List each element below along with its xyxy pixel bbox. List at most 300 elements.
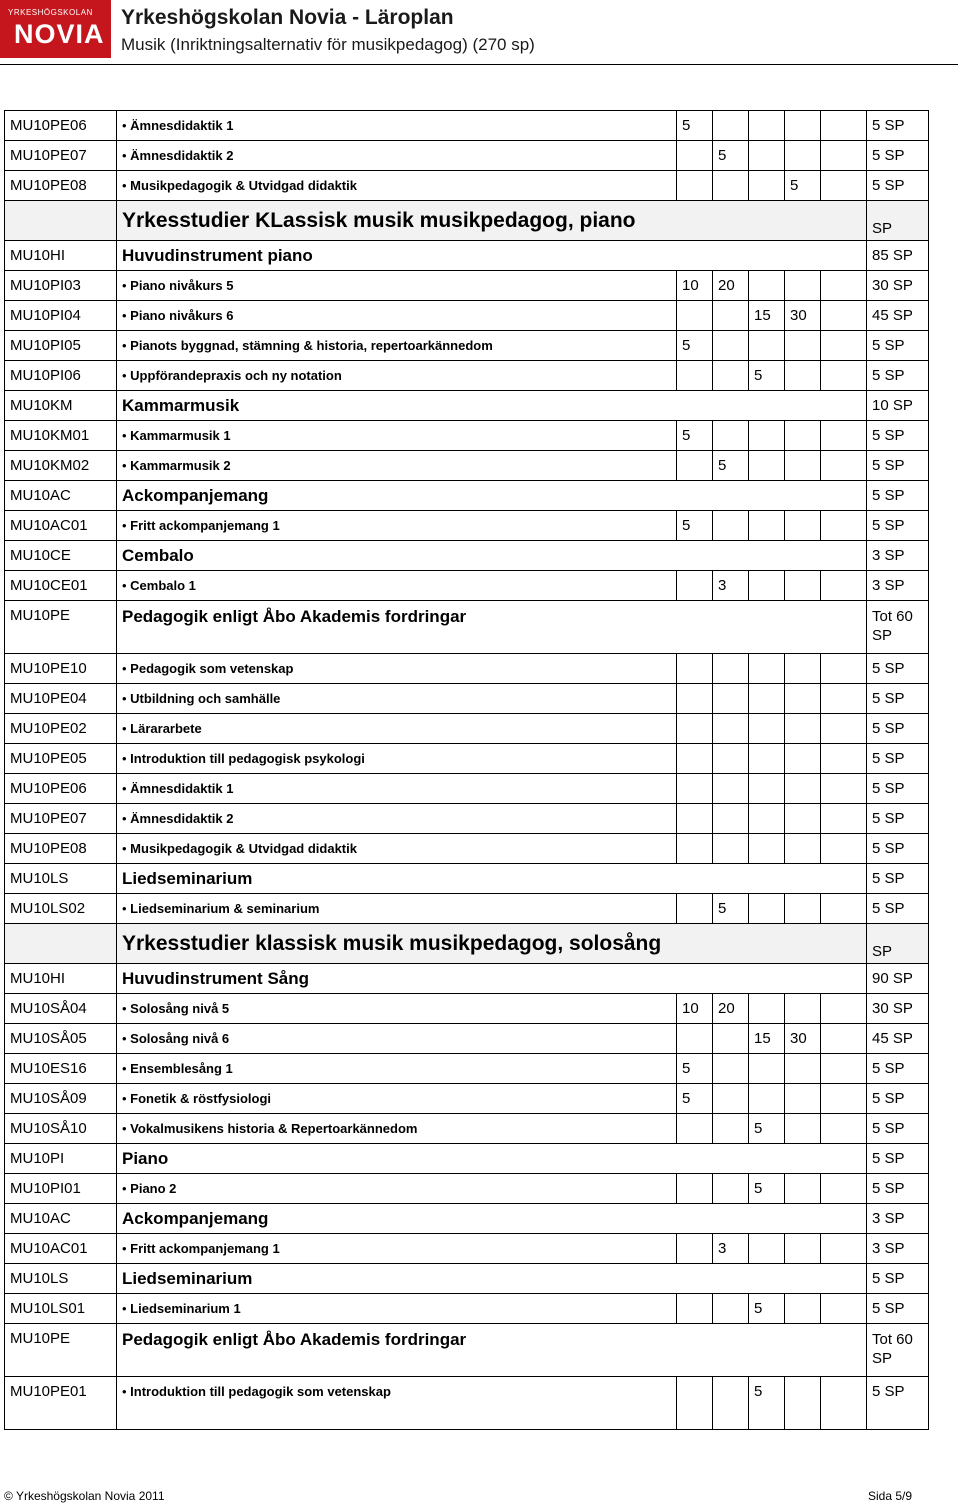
course-name-text: Liedseminarium & seminarium [130, 901, 320, 916]
period-credits [785, 111, 821, 141]
period-credits [785, 1377, 821, 1430]
module-name-text: Pedagogik enligt Åbo Akademis fordringar [122, 607, 467, 626]
course-name [117, 1054, 677, 1084]
course-name-text: Solosång nivå 6 [130, 1031, 230, 1046]
bullet-icon: • [122, 1121, 131, 1136]
course-code: MU10AC [5, 481, 117, 511]
period-credits [713, 421, 749, 451]
course-name-text: Uppförandepraxis och ny notation [130, 368, 342, 383]
course-name-text: Ämnesdidaktik 1 [130, 781, 234, 796]
bullet-icon: • [122, 1031, 131, 1046]
period-credits: 5 [785, 171, 821, 201]
bullet-icon: • [122, 308, 131, 323]
course-row [5, 1234, 929, 1264]
credits-total: 30 SP [867, 994, 929, 1024]
course-name [117, 271, 677, 301]
course-code [5, 924, 117, 964]
period-credits [785, 1294, 821, 1324]
module-name [117, 1264, 867, 1294]
period-credits [713, 361, 749, 391]
credits-total: 5 SP [867, 894, 929, 924]
period-credits [713, 111, 749, 141]
course-row [5, 654, 929, 684]
bullet-icon: • [122, 1061, 131, 1076]
module-name-text: Ackompanjemang [122, 1208, 269, 1228]
course-name [117, 571, 677, 601]
bullet-icon: • [122, 901, 131, 916]
module-name-text: Huvudinstrument piano [122, 245, 313, 265]
period-credits [785, 1054, 821, 1084]
period-credits [821, 451, 867, 481]
period-credits: 5 [749, 1294, 785, 1324]
period-credits: 10 [677, 994, 713, 1024]
period-credits [821, 1234, 867, 1264]
period-credits [677, 171, 713, 201]
course-row [5, 1024, 929, 1054]
section-title-text: Yrkesstudier klassisk musik musikpedagog, solosång [122, 931, 662, 955]
period-credits [821, 171, 867, 201]
period-credits [677, 1114, 713, 1144]
period-credits [749, 744, 785, 774]
period-credits [749, 111, 785, 141]
bullet-icon: • [122, 751, 131, 766]
module-name-text: Ackompanjemang [122, 485, 269, 505]
course-row [5, 1294, 929, 1324]
page-title: Yrkeshögskolan Novia - Läroplan [121, 6, 454, 29]
logo-big-text: NOVIA [14, 19, 105, 49]
course-row [5, 684, 929, 714]
period-credits [677, 1294, 713, 1324]
period-credits [821, 684, 867, 714]
credits-total: 5 SP [867, 451, 929, 481]
period-credits: 3 [713, 571, 749, 601]
course-code: MU10PE08 [5, 171, 117, 201]
course-row [5, 141, 929, 171]
period-credits [749, 994, 785, 1024]
bullet-icon: • [122, 178, 131, 193]
period-credits [713, 511, 749, 541]
course-name-text: Solosång nivå 5 [130, 1001, 230, 1016]
period-credits [677, 684, 713, 714]
credits-total: 3 SP [867, 1204, 929, 1234]
course-row [5, 171, 929, 201]
period-credits: 15 [749, 1024, 785, 1054]
period-credits [785, 1174, 821, 1204]
period-credits [821, 744, 867, 774]
bullet-icon: • [122, 368, 131, 383]
period-credits [785, 361, 821, 391]
course-code: MU10ES16 [5, 1054, 117, 1084]
period-credits: 5 [677, 511, 713, 541]
bullet-icon: • [122, 338, 131, 353]
credits-total: 5 SP [867, 1144, 929, 1174]
course-name [117, 714, 677, 744]
novia-logo [0, 0, 111, 58]
course-name-text: Kammarmusik 2 [130, 458, 231, 473]
course-row [5, 774, 929, 804]
period-credits [713, 1024, 749, 1054]
period-credits [821, 271, 867, 301]
period-credits: 20 [713, 271, 749, 301]
course-name [117, 1377, 677, 1430]
course-code: MU10PI03 [5, 271, 117, 301]
page-subtitle: Musik (Inriktningsalternativ för musikpedagog) (270 sp) [121, 35, 535, 54]
course-name-text: Ämnesdidaktik 2 [130, 811, 234, 826]
module-name [117, 1204, 867, 1234]
period-credits [749, 834, 785, 864]
credits-total: 5 SP [867, 421, 929, 451]
period-credits [821, 111, 867, 141]
bullet-icon: • [122, 691, 131, 706]
period-credits [749, 421, 785, 451]
module-row [5, 1324, 929, 1377]
credits-total: 5 SP [867, 141, 929, 171]
course-name [117, 421, 677, 451]
period-credits [677, 361, 713, 391]
period-credits [749, 1054, 785, 1084]
period-credits [713, 684, 749, 714]
course-name-text: Vokalmusikens historia & Repertoarkännedom [130, 1121, 418, 1136]
course-code: MU10LS01 [5, 1294, 117, 1324]
module-name [117, 864, 867, 894]
module-name [117, 541, 867, 571]
course-name [117, 1234, 677, 1264]
credits-total: 5 SP [867, 1084, 929, 1114]
period-credits [821, 1084, 867, 1114]
credits-total: 5 SP [867, 1264, 929, 1294]
credits-total: 10 SP [867, 391, 929, 421]
period-credits [785, 894, 821, 924]
course-code: MU10SÅ09 [5, 1084, 117, 1114]
course-code: MU10PE08 [5, 834, 117, 864]
course-row [5, 111, 929, 141]
bullet-icon: • [122, 1001, 131, 1016]
period-credits [821, 1114, 867, 1144]
credits-total: 30 SP [867, 271, 929, 301]
bullet-icon: • [122, 1301, 131, 1316]
course-name-text: Ensemblesång 1 [130, 1061, 233, 1076]
bullet-icon: • [122, 458, 131, 473]
course-row [5, 1114, 929, 1144]
period-credits: 30 [785, 301, 821, 331]
course-code: MU10PE02 [5, 714, 117, 744]
course-code: MU10KM [5, 391, 117, 421]
curriculum-table [4, 110, 929, 1430]
course-name [117, 1294, 677, 1324]
period-credits [713, 331, 749, 361]
course-code: MU10PE [5, 601, 117, 654]
period-credits [749, 714, 785, 744]
footer-copyright: © Yrkeshögskolan Novia 2011 [4, 1489, 165, 1503]
period-credits [785, 744, 821, 774]
period-credits: 5 [677, 331, 713, 361]
course-row [5, 714, 929, 744]
bullet-icon: • [122, 1181, 131, 1196]
course-row [5, 744, 929, 774]
credits-total: 5 SP [867, 714, 929, 744]
bullet-icon: • [122, 278, 131, 293]
credits-total: 45 SP [867, 301, 929, 331]
bullet-icon: • [122, 811, 131, 826]
course-code: MU10PI06 [5, 361, 117, 391]
course-code: MU10PI01 [5, 1174, 117, 1204]
course-name-text: Liedseminarium 1 [130, 1301, 241, 1316]
bullet-icon: • [122, 518, 131, 533]
period-credits [677, 1234, 713, 1264]
course-code: MU10CE [5, 541, 117, 571]
module-name-text: Pedagogik enligt Åbo Akademis fordringar [122, 1330, 467, 1349]
credits-total: 5 SP [867, 834, 929, 864]
credits-total: 85 SP [867, 241, 929, 271]
period-credits: 5 [749, 1174, 785, 1204]
module-row [5, 1264, 929, 1294]
period-credits: 20 [713, 994, 749, 1024]
course-name [117, 774, 677, 804]
bullet-icon: • [122, 781, 131, 796]
course-name-text: Cembalo 1 [130, 578, 196, 593]
period-credits: 5 [749, 1114, 785, 1144]
credits-total: 5 SP [867, 1174, 929, 1204]
credits-total: 45 SP [867, 1024, 929, 1054]
course-code: MU10SÅ05 [5, 1024, 117, 1054]
course-name-text: Piano nivåkurs 5 [130, 278, 234, 293]
period-credits [785, 774, 821, 804]
credits-total: 5 SP [867, 1294, 929, 1324]
period-credits [785, 834, 821, 864]
period-credits: 5 [713, 894, 749, 924]
section-header-row [5, 201, 929, 241]
course-code: MU10AC [5, 1204, 117, 1234]
period-credits [785, 654, 821, 684]
period-credits [749, 654, 785, 684]
course-code: MU10PE10 [5, 654, 117, 684]
credits-total: 3 SP [867, 571, 929, 601]
bullet-icon: • [122, 841, 131, 856]
course-row [5, 571, 929, 601]
period-credits [821, 361, 867, 391]
course-code: MU10AC01 [5, 1234, 117, 1264]
course-code: MU10LS [5, 864, 117, 894]
course-row [5, 271, 929, 301]
period-credits: 30 [785, 1024, 821, 1054]
header-divider [0, 64, 958, 65]
period-credits [677, 451, 713, 481]
course-name-text: Kammarmusik 1 [130, 428, 231, 443]
course-code: MU10KM01 [5, 421, 117, 451]
period-credits [713, 744, 749, 774]
period-credits: 10 [677, 271, 713, 301]
course-row [5, 834, 929, 864]
module-name [117, 241, 867, 271]
period-credits [713, 1084, 749, 1114]
period-credits [749, 1234, 785, 1264]
course-row [5, 451, 929, 481]
credits-total: 5 SP [867, 684, 929, 714]
period-credits [713, 804, 749, 834]
period-credits [749, 511, 785, 541]
period-credits [677, 654, 713, 684]
credits-total: SP [867, 201, 929, 241]
footer-page-number: Sida 5/9 [868, 1489, 913, 1503]
module-name [117, 481, 867, 511]
period-credits [749, 171, 785, 201]
period-credits [785, 994, 821, 1024]
bullet-icon: • [122, 578, 131, 593]
period-credits [713, 654, 749, 684]
course-name [117, 361, 677, 391]
period-credits [785, 714, 821, 744]
period-credits [749, 331, 785, 361]
course-name-text: Piano nivåkurs 6 [130, 308, 234, 323]
credits-total: 5 SP [867, 864, 929, 894]
course-row [5, 1084, 929, 1114]
section-title-text: Yrkesstudier KLassisk musik musikpedagog, piano [122, 208, 636, 232]
period-credits [785, 1234, 821, 1264]
course-row [5, 994, 929, 1024]
module-name-text: Cembalo [122, 545, 194, 565]
course-code: MU10PE04 [5, 684, 117, 714]
period-credits [785, 511, 821, 541]
course-name [117, 171, 677, 201]
module-row [5, 1144, 929, 1174]
period-credits [677, 1174, 713, 1204]
period-credits [677, 834, 713, 864]
course-row [5, 331, 929, 361]
period-credits [749, 894, 785, 924]
credits-total: 5 SP [867, 511, 929, 541]
course-row [5, 894, 929, 924]
section-title [117, 201, 867, 241]
course-code: MU10SÅ10 [5, 1114, 117, 1144]
course-name [117, 894, 677, 924]
section-title [117, 924, 867, 964]
course-row [5, 511, 929, 541]
period-credits [677, 774, 713, 804]
course-name [117, 451, 677, 481]
credits-total: SP [867, 924, 929, 964]
course-name-text: Introduktion till pedagogik som vetenskap [130, 1384, 391, 1399]
bullet-icon: • [122, 148, 131, 163]
period-credits: 5 [713, 451, 749, 481]
course-code: MU10PE07 [5, 804, 117, 834]
course-code: MU10PI04 [5, 301, 117, 331]
module-name-text: Liedseminarium [122, 868, 253, 888]
course-name [117, 141, 677, 171]
period-credits [821, 654, 867, 684]
period-credits [749, 1084, 785, 1114]
module-row [5, 481, 929, 511]
course-name [117, 1114, 677, 1144]
course-code: MU10PE [5, 1324, 117, 1377]
course-code: MU10LS02 [5, 894, 117, 924]
credits-total: 5 SP [867, 361, 929, 391]
course-name [117, 744, 677, 774]
period-credits [785, 451, 821, 481]
period-credits [821, 774, 867, 804]
period-credits [785, 804, 821, 834]
credits-total: 3 SP [867, 1234, 929, 1264]
course-row [5, 301, 929, 331]
period-credits [677, 571, 713, 601]
period-credits [821, 834, 867, 864]
period-credits [821, 804, 867, 834]
period-credits [749, 451, 785, 481]
credits-total: 5 SP [867, 171, 929, 201]
credits-total: 5 SP [867, 331, 929, 361]
course-name-text: Pianots byggnad, stämning & historia, repertoarkännedom [130, 338, 493, 353]
period-credits [713, 1054, 749, 1084]
period-credits [821, 331, 867, 361]
course-code: MU10CE01 [5, 571, 117, 601]
period-credits [713, 1174, 749, 1204]
period-credits [785, 271, 821, 301]
module-row [5, 964, 929, 994]
course-code: MU10PE06 [5, 111, 117, 141]
course-row [5, 1377, 929, 1430]
period-credits [713, 301, 749, 331]
period-credits [713, 1377, 749, 1430]
period-credits [821, 141, 867, 171]
course-code: MU10LS [5, 1264, 117, 1294]
module-name-text: Kammarmusik [122, 395, 240, 415]
course-name-text: Fonetik & röstfysiologi [130, 1091, 272, 1106]
credits-total: 5 SP [867, 1377, 929, 1430]
period-credits [821, 894, 867, 924]
period-credits: 5 [749, 361, 785, 391]
period-credits [821, 714, 867, 744]
period-credits [749, 141, 785, 171]
course-row [5, 804, 929, 834]
credits-total: 5 SP [867, 654, 929, 684]
course-name-text: Fritt ackompanjemang 1 [130, 518, 280, 533]
period-credits [713, 1114, 749, 1144]
course-code [5, 201, 117, 241]
period-credits [785, 331, 821, 361]
module-name [117, 1144, 867, 1174]
course-name [117, 804, 677, 834]
credits-total: 5 SP [867, 774, 929, 804]
course-name [117, 511, 677, 541]
course-code: MU10AC01 [5, 511, 117, 541]
course-name-text: Ämnesdidaktik 2 [130, 148, 234, 163]
period-credits [749, 684, 785, 714]
credits-total: 90 SP [867, 964, 929, 994]
credits-total: Tot 60 SP [867, 1324, 929, 1377]
module-name [117, 1324, 867, 1377]
module-row [5, 601, 929, 654]
course-code: MU10PI [5, 1144, 117, 1174]
period-credits [821, 571, 867, 601]
period-credits [821, 1174, 867, 1204]
period-credits [713, 1294, 749, 1324]
period-credits [749, 571, 785, 601]
course-row [5, 1054, 929, 1084]
course-name-text: Utbildning och samhälle [130, 691, 281, 706]
module-name-text: Huvudinstrument Sång [122, 968, 310, 988]
credits-total: 5 SP [867, 111, 929, 141]
logo-small-text: YRKESHÖGSKOLAN [8, 8, 93, 17]
course-code: MU10PE06 [5, 774, 117, 804]
credits-total: 5 SP [867, 804, 929, 834]
module-name [117, 391, 867, 421]
course-name [117, 654, 677, 684]
period-credits [749, 271, 785, 301]
period-credits [785, 1114, 821, 1144]
course-name [117, 994, 677, 1024]
period-credits [785, 571, 821, 601]
course-code: MU10PE01 [5, 1377, 117, 1430]
module-name-text: Piano [122, 1148, 169, 1168]
